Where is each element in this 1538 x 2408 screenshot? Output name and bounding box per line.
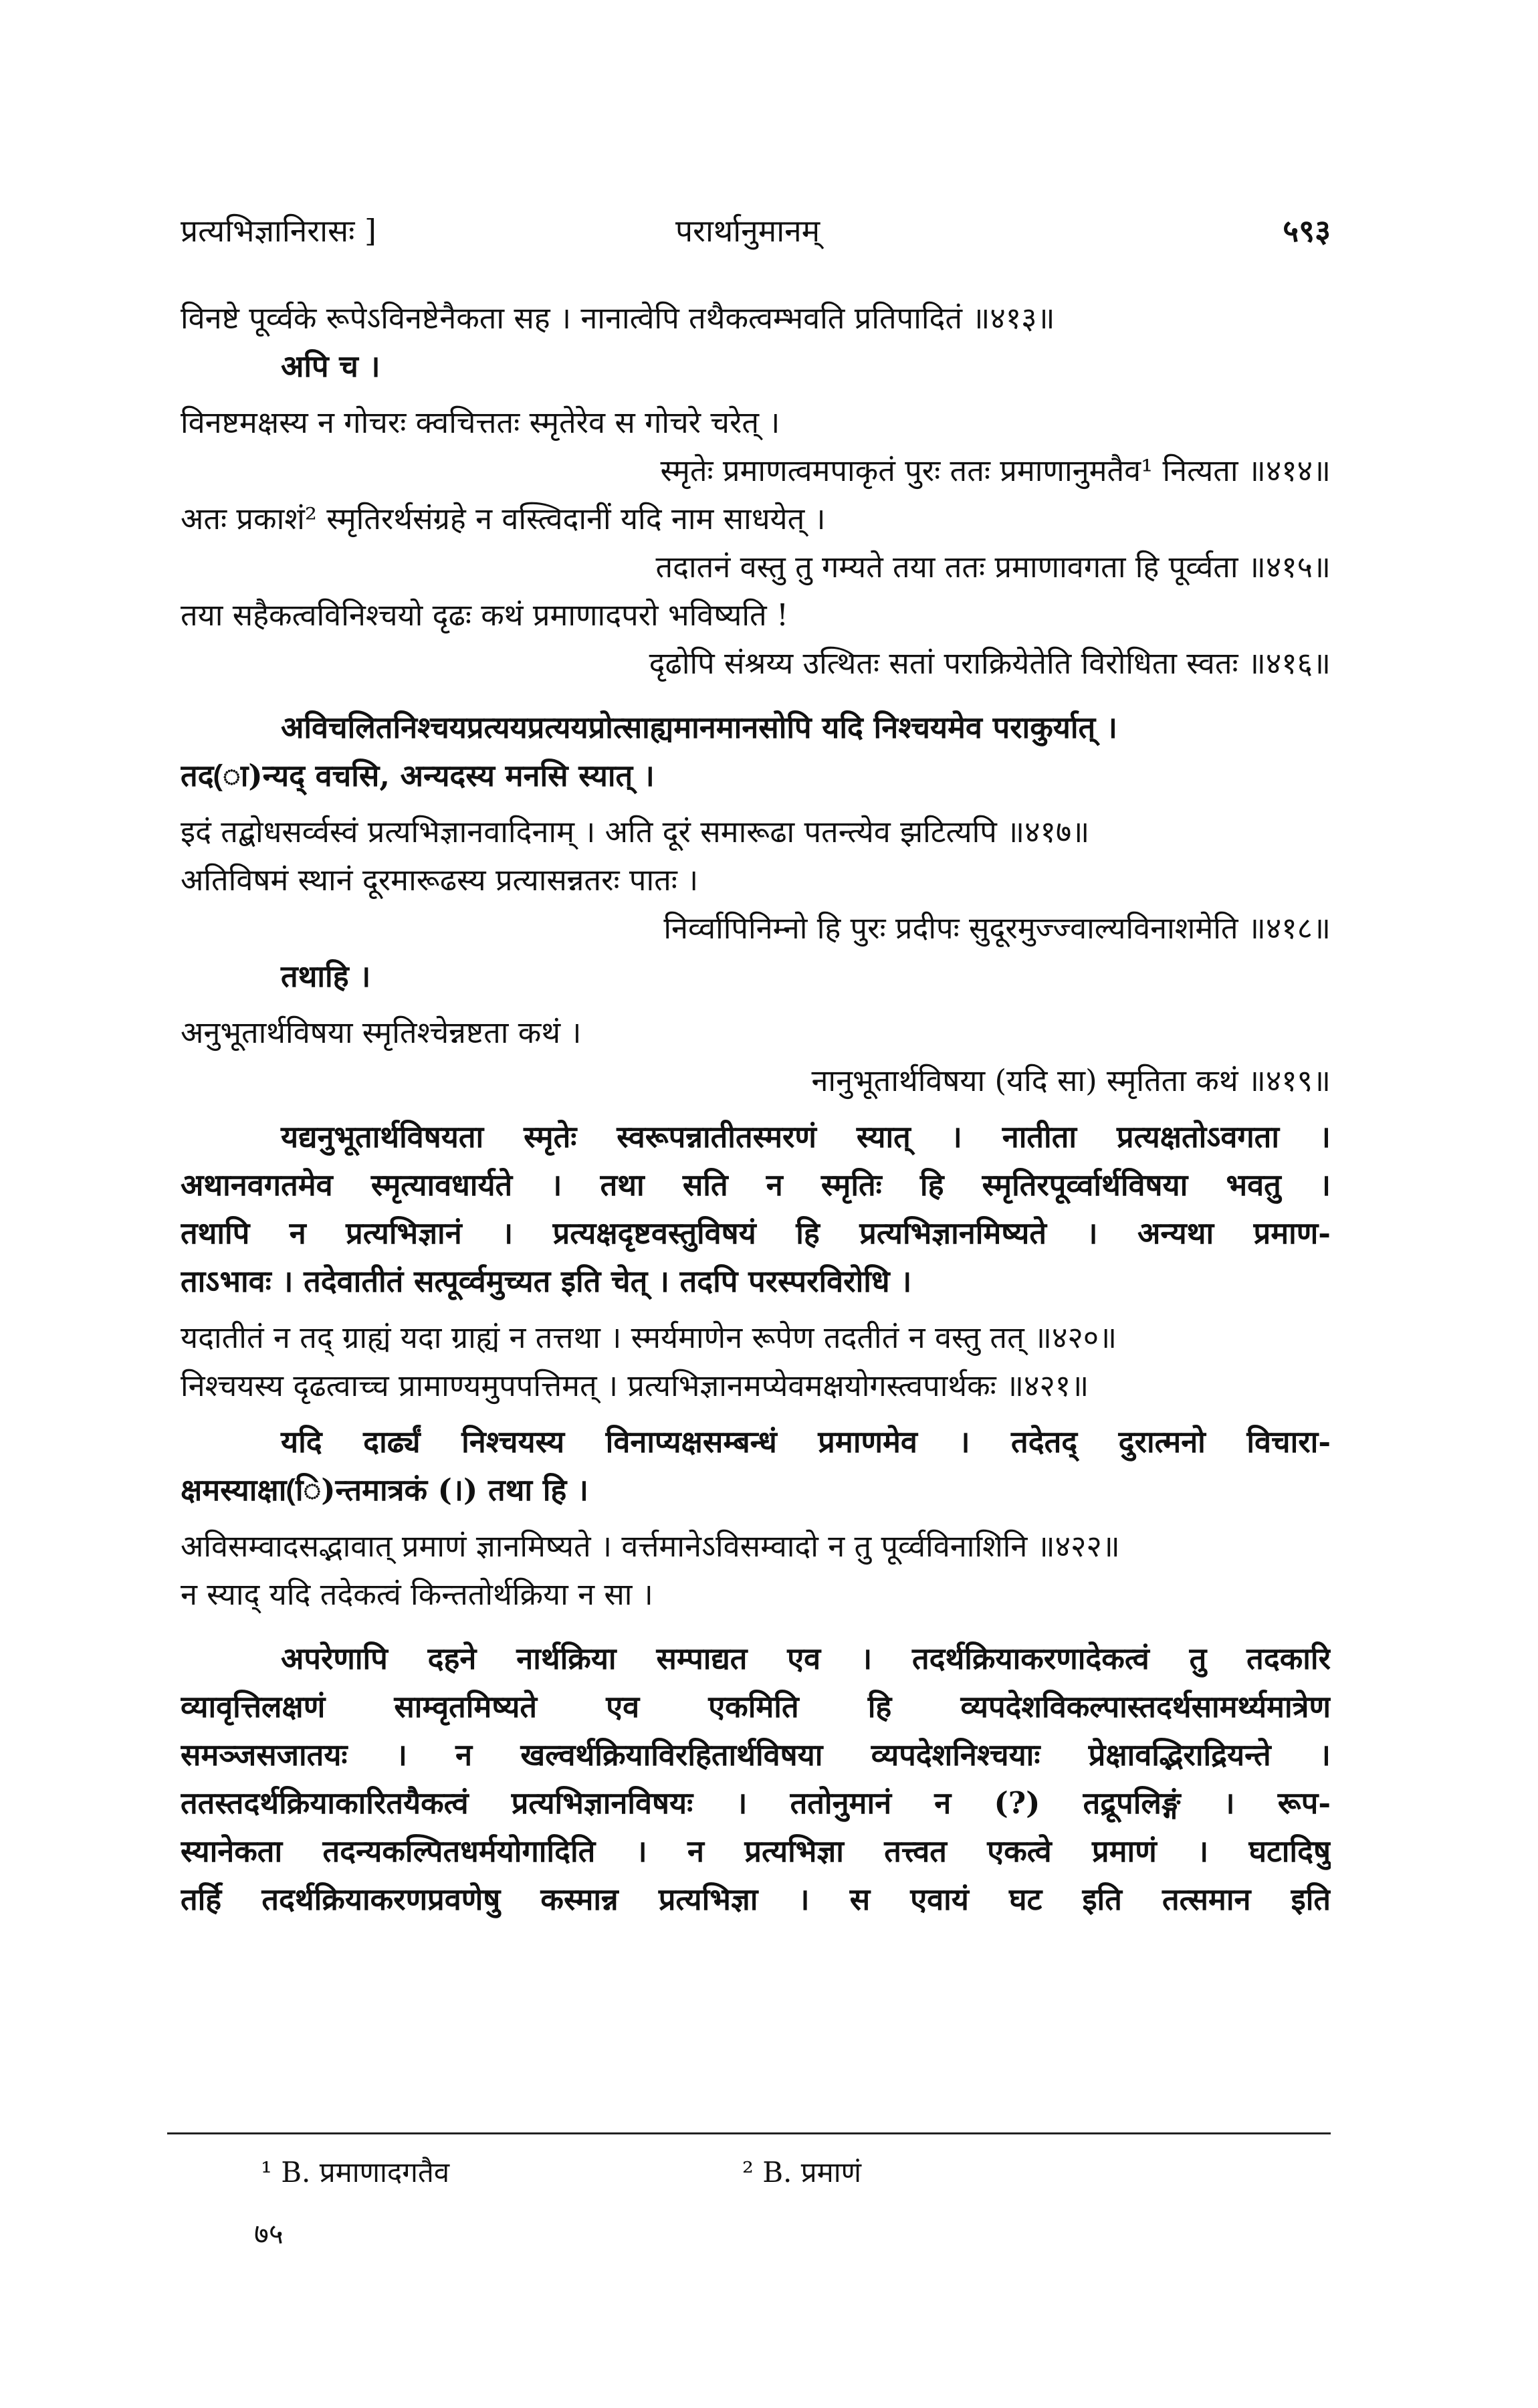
- verse-418-a: अतिविषमं स्थानं दूरमारूढस्य प्रत्यासन्नतरः पातः ।: [181, 862, 699, 898]
- verse-417: इदं तद्बोधसर्व्वस्वं प्रत्यभिज्ञानवादिनाम् । अति दूरं समारूढा पतन्त्येव झटित्यपि ॥४१७॥: [181, 814, 1090, 849]
- verse-418-b: निर्व्वापिनिम्नो हि पुरः प्रदीपः सुदूरमुज्ज्वाल्यविनाशमेति ॥४१८॥: [663, 910, 1331, 946]
- signature-mark: ७५: [254, 2217, 284, 2250]
- verse-415-b: तदातनं वस्तु तु गम्यते तया ततः प्रमाणावगता हि पूर्व्वता ॥४१५॥: [655, 549, 1331, 585]
- prose-paragraph-4-line-5: स्यानेकता तदन्यकल्पितधर्मयोगादिति । न प्रत्यभिज्ञा तत्त्वत एकत्वे प्रमाणं । घटादिषु: [181, 1833, 1331, 1869]
- verse-416-a: तया सहैकत्वविनिश्चयो दृढः कथं प्रमाणादपरो भविष्यति !: [181, 597, 789, 633]
- prose-paragraph-4-line-6: तर्हि तदर्थक्रियाकरणप्रवणेषु कस्मान्न प्रत्यभिज्ञा । स एवायं घट इति तत्समान इति: [181, 1882, 1331, 1917]
- verse-423-a: न स्याद् यदि तदेकत्वं किन्ततोर्थक्रिया न सा ।: [181, 1577, 653, 1612]
- footnote-2: ² B. प्रमाणं: [742, 2156, 862, 2189]
- prose-paragraph-3-line-1: यदि दार्ढ्यं निश्चयस्य विनाप्यक्षसम्बन्धं प्रमाणमेव । तदेतद् दुरात्मनो विचारा-: [281, 1424, 1331, 1460]
- header-page-number: ५९३: [1283, 213, 1331, 249]
- prose-api-ca: अपि च ।: [281, 348, 380, 384]
- prose-paragraph-2-line-3: तथापि न प्रत्यभिज्ञानं । प्रत्यक्षदृष्टवस्तुविषयं हि प्रत्यभिज्ञानमिष्यते । अन्यथा प्रमाण-: [181, 1215, 1331, 1251]
- prose-paragraph-3-line-2: क्षमस्याक्षा(ि)न्तमात्रकं (।) तथा हि ।: [181, 1472, 588, 1508]
- prose-paragraph-4-line-3: समञ्जसजातयः । न खल्वर्थक्रियाविरहितार्थविषया व्यपदेशनिश्चयाः प्रेक्षावद्भिराद्रियन्ते ।: [181, 1737, 1331, 1773]
- verse-415-a: अतः प्रकाशं² स्मृतिरर्थसंग्रहे न वस्त्विदानीं यदि नाम साधयेत् ।: [181, 501, 826, 536]
- footnote-1: ¹ B. प्रमाणादगतैव: [261, 2156, 450, 2189]
- header-chapter-title: परार्थानुमानम्: [675, 213, 820, 249]
- prose-paragraph-2-line-2: अथानवगतमेव स्मृत्यावधार्यते । तथा सति न स्मृतिः हि स्मृतिरपूर्व्वार्थविषया भवतु ।: [181, 1167, 1331, 1203]
- prose-paragraph-4-line-2: व्यावृत्तिलक्षणं साम्वृतमिष्यते एव एकमिति हि व्यपदेशविकल्पास्तदर्थसामर्थ्यमात्रेण: [181, 1689, 1331, 1724]
- verse-416-b: दृढोपि संश्रय्य उत्थितः सतां पराक्रियेतेति विरोधिता स्वतः ॥४१६॥: [649, 645, 1331, 681]
- prose-paragraph-2-line-1: यद्यनुभूतार्थविषयता स्मृतेः स्वरूपन्नातीतस्मरणं स्यात् । नातीता प्रत्यक्षतोऽवगता ।: [281, 1119, 1331, 1155]
- footnote-rule: [167, 2132, 1331, 2134]
- header-section-title: प्रत्यभिज्ञानिरासः ]: [181, 213, 376, 249]
- prose-paragraph-1-line-1: अविचलितनिश्चयप्रत्ययप्रत्ययप्रोत्साह्यमानमानसोपि यदि निश्चयमेव पराकुर्यात् ।: [281, 710, 1117, 745]
- prose-paragraph-1-line-2: तद(ा)न्यद् वचसि, अन्यदस्य मनसि स्यात् ।: [181, 758, 655, 793]
- prose-paragraph-4-line-4: ततस्तदर्थक्रियाकारितयैकत्वं प्रत्यभिज्ञानविषयः । ततोनुमानं न (?) तद्रूपलिङ्गं । रूप-: [181, 1785, 1331, 1821]
- prose-tathahi: तथाहि ।: [281, 959, 371, 994]
- verse-414-a: विनष्टमक्षस्य न गोचरः क्वचित्ततः स्मृतेरेव स गोचरे चरेत् ।: [181, 405, 780, 440]
- verse-419-b: नानुभूतार्थविषया (यदि सा) स्मृतिता कथं ॥४१९॥: [811, 1063, 1331, 1098]
- prose-paragraph-2-line-4: ताऽभावः । तदेवातीतं सत्पूर्व्वमुच्यत इति चेत् । तदपि परस्परविरोधि ।: [181, 1264, 912, 1299]
- verse-421: निश्चयस्य दृढत्वाच्च प्रामाण्यमुपपत्तिमत् । प्रत्यभिज्ञानमप्येवमक्षयोगस्त्वपार्थकः ॥४२१॥: [181, 1368, 1089, 1403]
- verse-414-b: स्मृतेः प्रमाणत्वमपाकृतं पुरः ततः प्रमाणानुमतैव¹ नित्यता ॥४१४॥: [660, 453, 1331, 488]
- verse-413: विनष्टे पूर्व्वके रूपेऽविनष्टेनैकता सह । नानात्वेपि तथैकत्वम्भवति प्रतिपादितं ॥४१३॥: [181, 300, 1055, 336]
- verse-420: यदातीतं न तद् ग्राह्यं यदा ग्राह्यं न तत्तथा । स्मर्यमाणेन रूपेण तदतीतं न वस्तु तत् ॥४२०॥: [181, 1320, 1117, 1355]
- verse-422: अविसम्वादसद्भावात् प्रमाणं ज्ञानमिष्यते । वर्त्तमानेऽविसम्वादो न तु पूर्व्वविनाशिनि ॥४२२॥: [181, 1528, 1120, 1564]
- running-header: [181, 211, 1331, 264]
- verse-419-a: अनुभूतार्थविषया स्मृतिश्चेन्नष्टता कथं ।: [181, 1015, 582, 1050]
- prose-paragraph-4-line-1: अपरेणापि दहने नार्थक्रिया सम्पाद्यत एव । तदर्थक्रियाकरणादेकत्वं तु तदकारि: [281, 1641, 1331, 1676]
- main-text: [181, 294, 1331, 1924]
